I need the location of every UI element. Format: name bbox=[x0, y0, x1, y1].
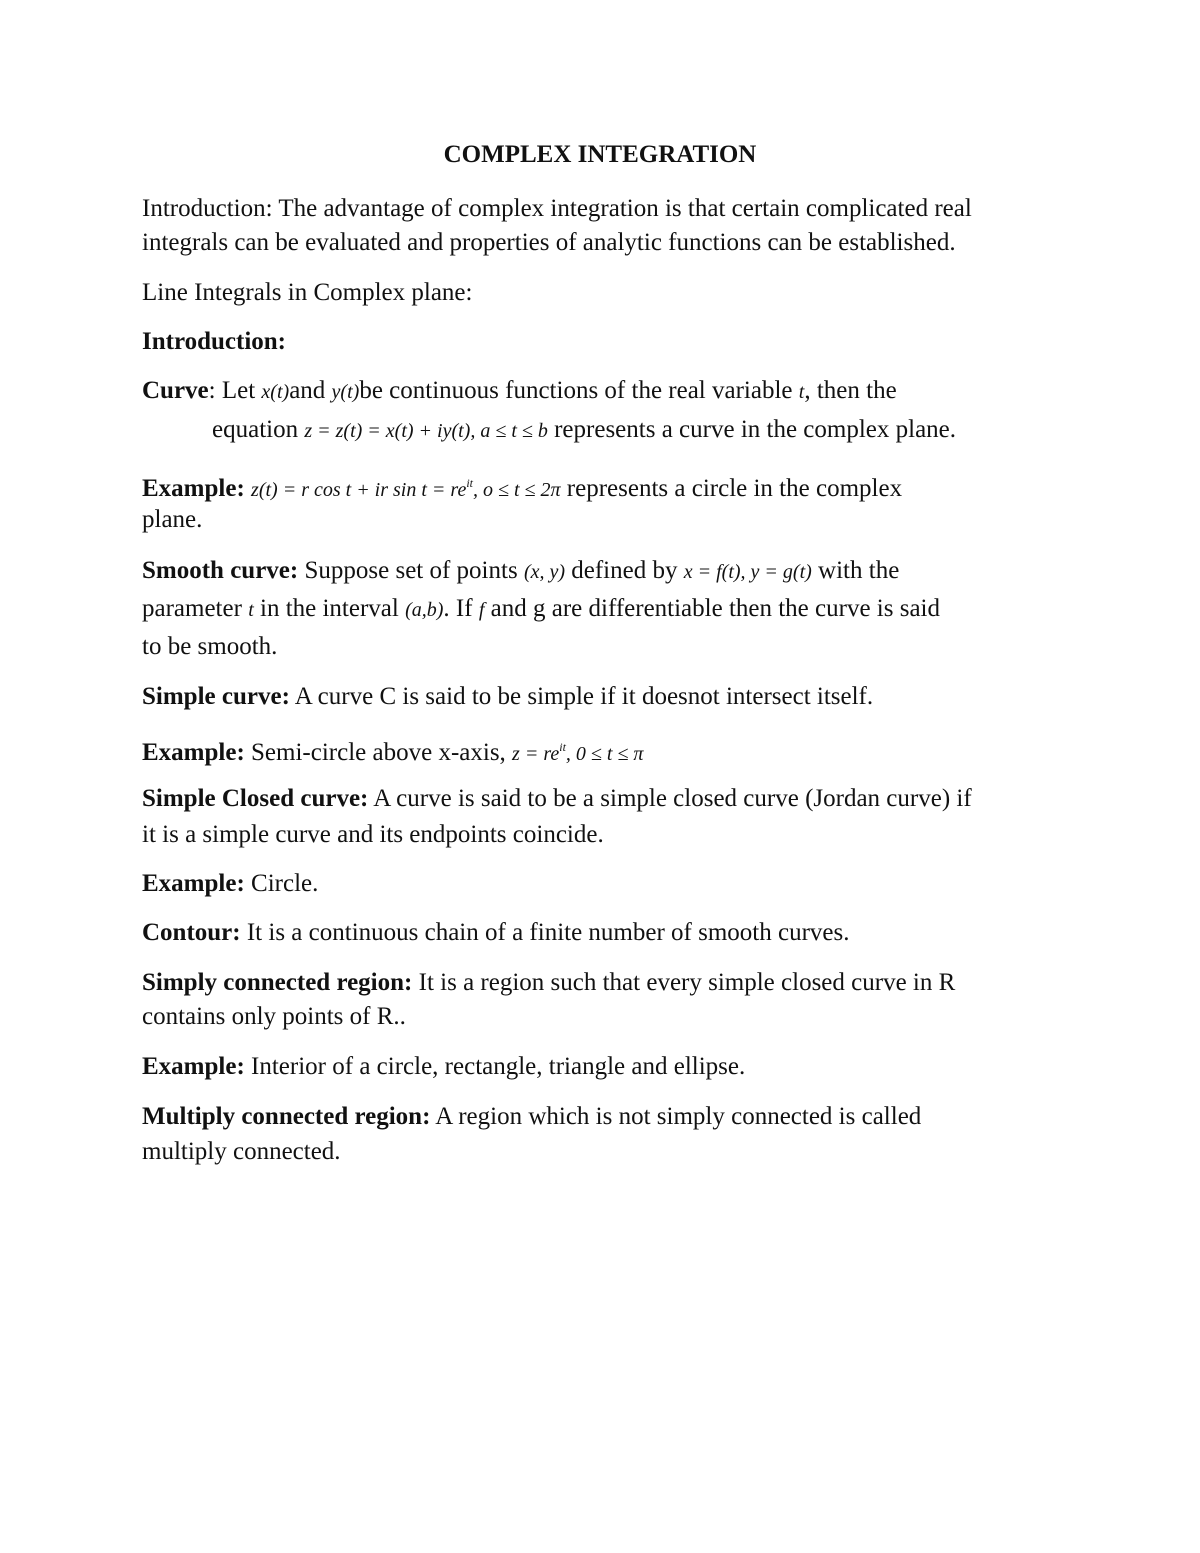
smooth-text-7: and g are differentiable then the curve is said bbox=[484, 595, 940, 622]
simply-connected-line-2: contains only points of R.. bbox=[142, 1003, 406, 1030]
example-1-label: Example: bbox=[142, 475, 245, 502]
curve-text-3: be continuous functions of the real variable bbox=[359, 377, 799, 404]
example-2-equation-part: z = re bbox=[512, 743, 560, 765]
smooth-text-1: Suppose set of points bbox=[298, 557, 524, 584]
simple-curve-line bbox=[142, 680, 873, 714]
introduction-heading-text: Introduction: bbox=[142, 328, 287, 355]
smooth-curve-line-2 bbox=[142, 592, 940, 627]
multiply-connected-line-2: multiply connected. bbox=[142, 1138, 341, 1165]
curve-text-4: , then the bbox=[804, 377, 897, 404]
curve-text-5: equation bbox=[212, 416, 305, 443]
smooth-curve-line-1 bbox=[142, 554, 899, 589]
example-2-label: Example: bbox=[142, 739, 245, 766]
smooth-text-5: in the interval bbox=[253, 595, 406, 622]
curve-text-1: : Let bbox=[208, 377, 262, 404]
curve-text-6: represents a curve in the complex plane. bbox=[547, 416, 957, 443]
example-2-equation bbox=[512, 740, 644, 765]
simply-connected-line-1 bbox=[142, 966, 955, 1000]
simple-curve-text: A curve C is said to be simple if it doesnot intersect itself. bbox=[289, 683, 874, 710]
multiply-connected-text-1: A region which is not simply connected is called bbox=[430, 1103, 922, 1130]
intro-line-2: integrals can be evaluated and properties of analytic functions can be established. bbox=[142, 229, 956, 256]
example-1-equation bbox=[251, 476, 561, 501]
introduction-heading bbox=[142, 325, 286, 359]
curve-math-xt: x(t) bbox=[261, 381, 290, 403]
example-1-exponent: it bbox=[466, 476, 474, 490]
example-4-text: Interior of a circle, rectangle, triangle and ellipse. bbox=[244, 1053, 746, 1080]
smooth-text-3: with the bbox=[811, 557, 900, 584]
example-3-line bbox=[142, 867, 318, 901]
smooth-text-4: parameter bbox=[142, 595, 249, 622]
curve-label: Curve bbox=[142, 377, 209, 404]
smooth-curve-line-3: to be smooth. bbox=[142, 633, 278, 660]
smooth-math-t: t bbox=[248, 599, 254, 621]
example-4-line bbox=[142, 1050, 745, 1084]
simple-closed-curve-line-1 bbox=[142, 782, 972, 816]
example-3-text: Circle. bbox=[244, 870, 319, 897]
intro-line-1: Introduction: The advantage of complex integration is that certain complicated real bbox=[142, 195, 972, 222]
simple-curve-label: Simple curve: bbox=[142, 683, 290, 710]
smooth-math-xy: (x, y) bbox=[523, 561, 566, 583]
multiply-connected-label: Multiply connected region: bbox=[142, 1103, 431, 1130]
page-title: COMPLEX INTEGRATION bbox=[443, 141, 757, 168]
simple-closed-text-1: A curve is said to be a simple closed curve (Jordan curve) if bbox=[368, 785, 972, 812]
smooth-math-interval: (a,b) bbox=[405, 599, 444, 621]
example-1-line-1 bbox=[142, 466, 902, 507]
curve-definition-line-1 bbox=[142, 374, 897, 409]
simple-closed-curve-line-2: it is a simple curve and its endpoints coincide. bbox=[142, 821, 604, 848]
example-3-label: Example: bbox=[142, 870, 245, 897]
smooth-text-6: . If bbox=[443, 595, 479, 622]
smooth-curve-label: Smooth curve: bbox=[142, 557, 299, 584]
example-2-exponent: it bbox=[559, 740, 566, 754]
curve-equation: z = z(t) = x(t) + iy(t), a ≤ t ≤ b bbox=[304, 420, 548, 442]
smooth-math-param: x = f(t), y = g(t) bbox=[683, 561, 812, 583]
example-4-label: Example: bbox=[142, 1053, 245, 1080]
example-1-line-2: plane. bbox=[142, 506, 203, 533]
contour-text: It is a continuous chain of a finite number of smooth curves. bbox=[240, 919, 850, 946]
smooth-text-2: defined by bbox=[565, 557, 684, 584]
example-1-range: , o ≤ t ≤ 2π bbox=[473, 479, 561, 501]
simple-closed-curve-label: Simple Closed curve: bbox=[142, 785, 369, 812]
contour-line bbox=[142, 916, 850, 950]
example-1-equation-part: z(t) = r cos t + ir sin t = re bbox=[251, 479, 467, 501]
curve-definition-line-2 bbox=[212, 413, 956, 448]
smooth-math-f: f bbox=[478, 599, 485, 621]
example-2-range: , 0 ≤ t ≤ π bbox=[565, 743, 644, 765]
curve-text-2: and bbox=[289, 377, 332, 404]
simply-connected-label: Simply connected region: bbox=[142, 969, 413, 996]
curve-math-t: t bbox=[798, 381, 805, 403]
contour-label: Contour: bbox=[142, 919, 241, 946]
example-2-line bbox=[142, 730, 643, 771]
example-2-text: Semi-circle above x-axis, bbox=[244, 739, 513, 766]
multiply-connected-line-1 bbox=[142, 1100, 921, 1134]
simply-connected-text-1: It is a region such that every simple closed curve in R bbox=[412, 969, 956, 996]
curve-math-yt: y(t) bbox=[331, 381, 360, 403]
line-integrals-heading: Line Integrals in Complex plane: bbox=[142, 279, 473, 306]
example-1-text-1: represents a circle in the complex bbox=[560, 475, 903, 502]
